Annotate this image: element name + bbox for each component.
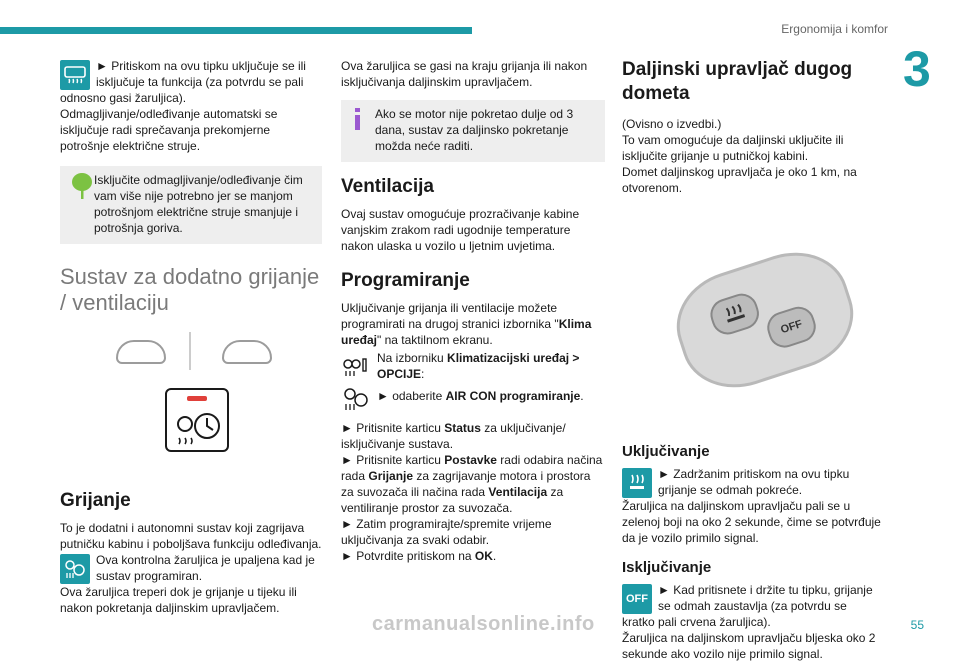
remote-off-button: OFF [763, 303, 820, 352]
text: za uključivanje/ isključivanje sustava. [341, 421, 566, 451]
mirror-icon [222, 340, 272, 364]
paragraph: Ova žaruljica se gasi na kraju grijanja ili nakon isključivanja daljinskim upravljačem. [341, 59, 588, 89]
paragraph: odnosno gasi žaruljica). [60, 91, 187, 105]
mirror-illustration [60, 332, 322, 376]
chapter-number: 3 [903, 41, 931, 97]
watermark: carmanualsonline.info [372, 613, 595, 635]
text: . [492, 549, 497, 563]
text-line: ► Pritiskom na ovu tipku uključuje se ili [96, 59, 306, 73]
bold-text: Postavke [444, 453, 497, 467]
text: Na izborniku [377, 351, 448, 365]
section-heading: Sustav za dodatno grijanje / ventilaciju [60, 264, 320, 315]
column-3 [622, 58, 886, 662]
column-1 [60, 58, 322, 616]
paragraph: Žaruljica na daljinskom upravljaču bljeska oko 2 sekunde ako vozilo nije primilo signal. [622, 631, 876, 661]
paragraph: To vam omogućuje da daljinski uključite ili isključite grijanje u putničkoj kabini. [622, 133, 844, 163]
text-line: ► Zadržanim pritiskom na ovu tipku [658, 467, 850, 481]
programiranje-heading: Programiranje [341, 270, 470, 291]
air-con-programming-instruction [341, 382, 605, 412]
mirror-icon [116, 340, 166, 364]
paragraph: Domet daljinskog upravljača je oko 1 km, na otvorenom. [622, 165, 857, 195]
text: radi odabira načina rada [341, 453, 603, 483]
divider [189, 332, 191, 370]
air-con-programming-icon [341, 384, 371, 414]
heater-status-icon [60, 554, 90, 584]
text: " na taktilnom ekranu. [377, 333, 493, 347]
paragraph [341, 300, 605, 348]
rear-defrost-icon [60, 60, 90, 90]
eco-note-text: Isključite odmagljivanje/odleđivanje čim vam više nije potrebno jer se manjom potrošnjom električne struje smanjuje i potrošnja goriva. [94, 173, 303, 235]
text-line [377, 350, 605, 382]
step: ► Zatim programirajte/spremite vrijeme uključivanja za svaki odabir. [341, 517, 552, 547]
info-note-text: Ako se motor nije pokretao dulje od 3 dana, sustav za daljinsko pokretanje možda neće raditi. [375, 107, 574, 153]
paragraph: kratko pali crvena žaruljica). [622, 615, 771, 629]
paragraph: Žaruljica na daljinskom upravljaču pali se u zelenoj boji na oko 2 sekunde, čime se potvrđuje da je vozilo primilo signal. [622, 499, 881, 545]
remote-control-icon [663, 238, 866, 403]
step [341, 548, 605, 564]
paragraph: Odmagljivanje/odleđivanje automatski se isključuje radi sprečavanja prekomjerne potrošnje električne struje. [60, 107, 278, 153]
text-line: Ova kontrolna žaruljica je upaljena kad je [96, 553, 315, 567]
header-accent-bar [0, 27, 472, 34]
ventilacija-heading: Ventilacija [341, 176, 434, 197]
ukljucivanje-heading: Uključivanje [622, 443, 710, 460]
bold-text: Klima uređaj [341, 317, 592, 347]
grijanje-heading: Grijanje [60, 490, 131, 511]
paragraph: To je dodatni i autonomni sustav koji zagrijava putničku kabinu i poboljšava funkciju odleđivanja. [60, 521, 322, 551]
eco-leaf-icon [70, 172, 94, 204]
climate-menu-icon [341, 352, 371, 382]
text: . [580, 389, 584, 403]
heater-on-instruction [622, 466, 886, 498]
step [341, 420, 605, 452]
bold-text: Klimatizacijski uređaj > OPCIJE [377, 351, 580, 381]
bold-text: Ventilacija [488, 485, 548, 499]
text: : [421, 367, 425, 381]
text-line: se odmah zaustavlja (za potvrdu se [658, 599, 847, 613]
heater-on-icon [622, 468, 652, 498]
text: ► odaberite [377, 389, 446, 403]
heater-off-instruction [622, 582, 886, 614]
text-line [377, 382, 605, 404]
text: ► Pritisnite karticu [341, 421, 445, 435]
bold-text: Status [444, 421, 481, 435]
climate-menu-instruction [341, 350, 605, 382]
paragraph: Ova žaruljica treperi dok je grijanje u tijeku ili nakon pokretanja daljinskim upravljačem. [60, 585, 297, 615]
text: Uključivanje grijanja ili ventilacije možete programirati na drugoj stranici izbornika " [341, 301, 559, 331]
bold-text: Grijanje [368, 469, 414, 483]
heater-status-instruction [60, 552, 322, 584]
step [341, 452, 605, 516]
text: ► Pritisnite karticu [341, 453, 445, 467]
text-line: grijanje se odmah pokreće. [658, 483, 803, 497]
bold-text: AIR CON programiranje [445, 389, 581, 403]
text-line: isključuje ta funkcija (za potvrdu se pali [96, 75, 304, 89]
column-2 [341, 58, 605, 564]
paragraph: Ovaj sustav omogućuje prozračivanje kabine vanjskim zrakom radi ugodnije temperature nakon ulaska u vozilo u ljetnim uvjetima. [341, 207, 580, 253]
text-line: sustav programiran. [96, 569, 203, 583]
text-line: ► Kad pritisnete i držite tu tipku, grijanje [658, 583, 873, 597]
eco-note [60, 166, 322, 244]
bold-text: OK [474, 549, 493, 563]
info-icon [351, 106, 365, 136]
page-number: 55 [910, 618, 924, 632]
text: za ventiliranje prostor za suvozača. [341, 485, 564, 515]
rear-defrost-instruction [60, 58, 322, 90]
heater-panel-icon [165, 388, 229, 452]
off-button-icon: OFF [622, 584, 652, 614]
section-title: Ergonomija i komfor [781, 22, 888, 36]
text: ► Potvrdite pritiskom na [341, 549, 475, 563]
paragraph: (Ovisno o izvedbi.) [622, 117, 722, 131]
info-note [341, 100, 605, 162]
text: za zagrijavanje motora i prostora za suvozača ili načina rada [341, 469, 591, 499]
iskljucivanje-heading: Isključivanje [622, 559, 712, 576]
remote-heading: Daljinski upravljač dugog dometa [622, 59, 853, 104]
heater-on-icon [706, 290, 763, 339]
